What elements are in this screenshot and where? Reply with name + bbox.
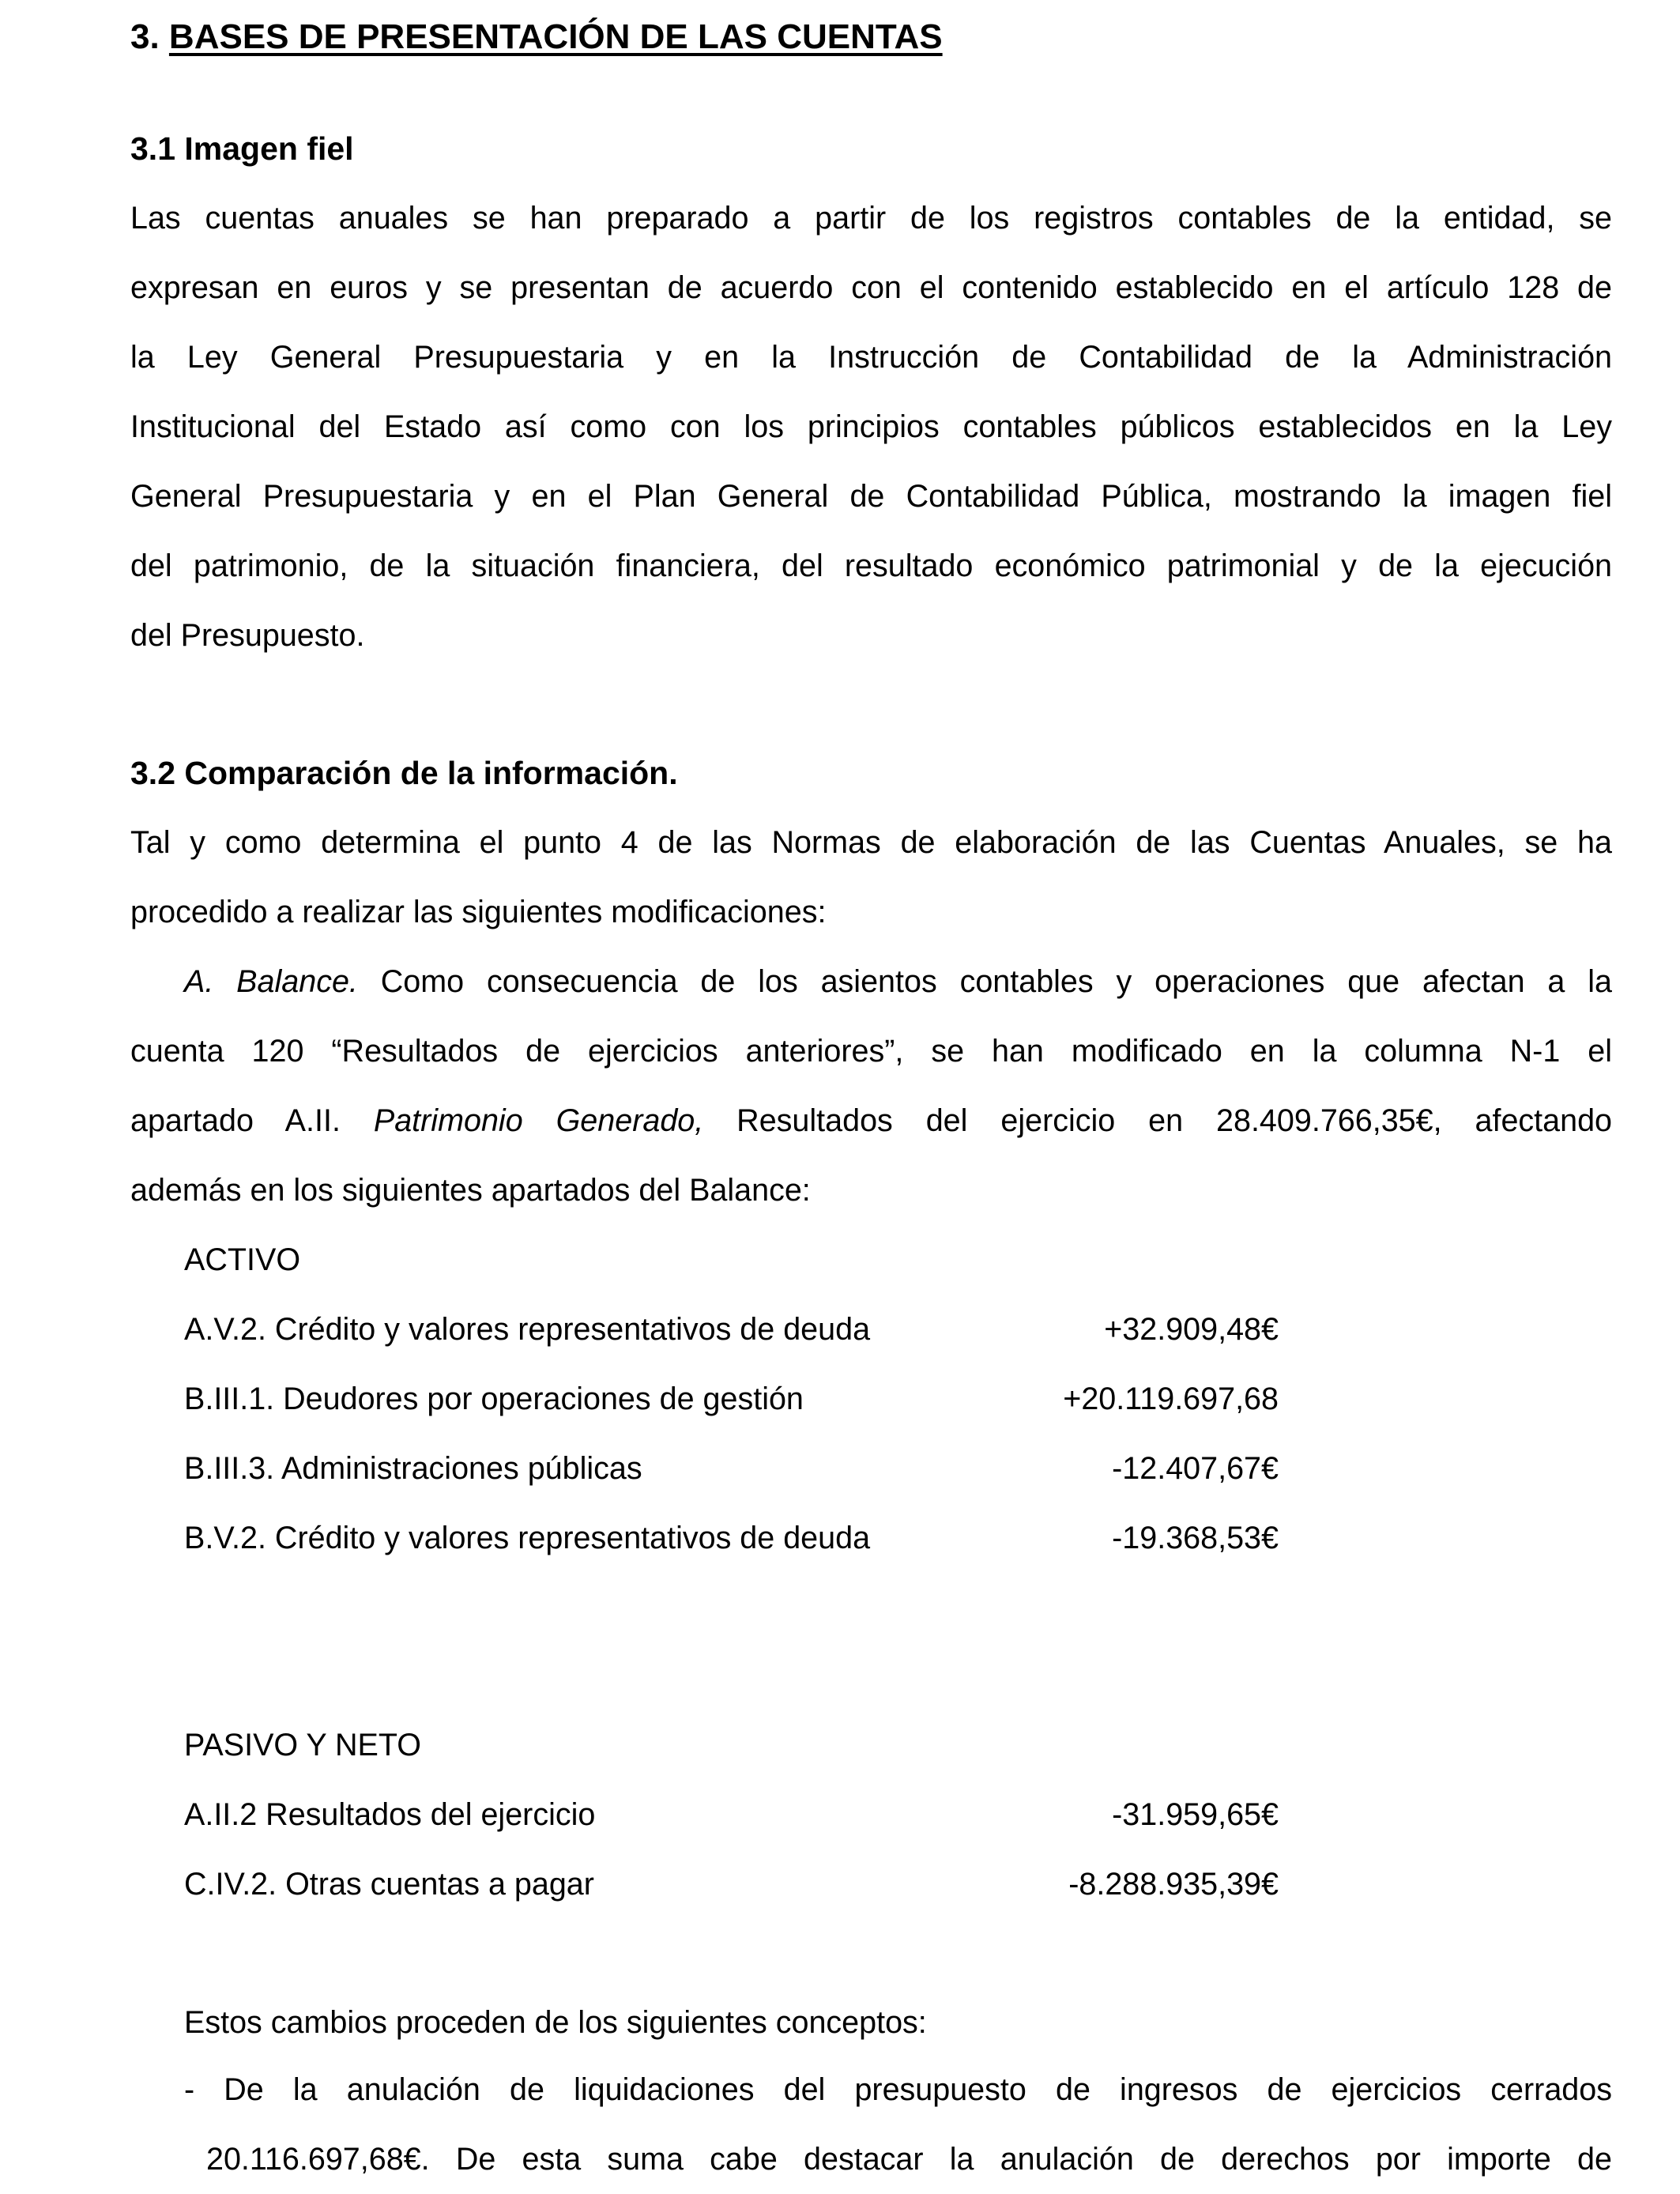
paragraph-line: General Presupuestaria y en el Plan General de Contabilidad Pública, mostrando la imagen fiel [130,479,1612,514]
row-value: -31.959,65€ [1112,1797,1279,1832]
activo-row [184,1364,1279,1434]
section-title-text: BASES DE PRESENTACIÓN DE LAS CUENTAS [168,17,943,56]
activo-row [184,1295,1279,1364]
paragraph-balance [130,947,1612,1225]
paragraph-line: cuenta 120 “Resultados de ejercicios anteriores”, se han modificado en la columna N-1 el [130,1034,1612,1069]
row-label: B.V.2. Crédito y valores representativos de deuda [184,1521,871,1555]
paragraph-imagen-fiel [130,183,1612,670]
paragraph-line: Institucional del Estado así como con los principios contables públicos establecidos en la Ley [130,409,1612,444]
activo-row [184,1434,1279,1503]
paragraph-line [130,947,1612,1016]
row-value: +32.909,48€ [1104,1312,1279,1347]
paragraph-line: además en los siguientes apartados del Balance: [130,1173,811,1208]
paragraph-line: procedido a realizar las siguientes modificaciones: [130,895,827,929]
heading-comparacion: 3.2 Comparación de la información. [130,755,678,791]
pasivo-label: PASIVO Y NETO [184,1728,422,1762]
pasivo-row [184,1849,1279,1919]
paragraph-line: expresan en euros y se presentan de acuerdo con el contenido establecido en el artículo 128 de [130,270,1612,305]
paragraph-line: del patrimonio, de la situación financiera, del resultado económico patrimonial y de la ejecución [130,548,1612,583]
paragraph-line: la Ley General Presupuestaria y en la Instrucción de Contabilidad de la Administración [130,340,1612,375]
conceptos-item [184,2055,1612,2194]
section-title [130,9,943,65]
paragraph-line: - De la anulación de liquidaciones del presupuesto de ingresos de ejercicios cerrados [184,2072,1612,2107]
balance-line3-italic: Patrimonio Generado, [373,1103,704,1138]
balance-line3-post: Resultados del ejercicio en 28.409.766,35€, afectando [703,1103,1613,1138]
paragraph-line: 20.116.697,68€. De esta suma cabe destacar la anulación de derechos por importe de [206,2142,1612,2177]
row-value: -19.368,53€ [1112,1521,1279,1555]
paragraph-line: del Presupuesto. [130,618,365,653]
row-label: A.II.2 Resultados del ejercicio [184,1797,596,1832]
activo-label: ACTIVO [184,1242,301,1277]
row-value: -8.288.935,39€ [1068,1867,1279,1902]
conceptos-intro: Estos cambios proceden de los siguientes conceptos: [184,2005,927,2040]
row-value: -12.407,67€ [1112,1451,1279,1486]
row-label: A.V.2. Crédito y valores representativos de deuda [184,1312,871,1347]
row-label: B.III.3. Administraciones públicas [184,1451,642,1486]
row-label: C.IV.2. Otras cuentas a pagar [184,1867,594,1902]
paragraph-line [130,1086,1612,1155]
balance-line1-text: Como consecuencia de los asientos contables y operaciones que afectan a la [357,964,1612,999]
paragraph-comparacion-intro [130,808,1612,947]
paragraph-line: Tal y como determina el punto 4 de las Normas de elaboración de las Cuentas Anuales, se ha [130,825,1612,860]
paragraph-line: Las cuentas anuales se han preparado a partir de los registros contables de la entidad, se [130,201,1612,236]
pasivo-row [184,1780,1279,1849]
balance-line3-pre: apartado A.II. [130,1103,374,1138]
section-number: 3. [130,17,169,56]
row-label: B.III.1. Deudores por operaciones de gestión [184,1382,804,1416]
activo-row [184,1503,1279,1573]
row-value: +20.119.697,68 [1063,1382,1279,1416]
heading-imagen-fiel: 3.1 Imagen fiel [130,130,354,167]
balance-lead: A. Balance. [184,964,358,999]
